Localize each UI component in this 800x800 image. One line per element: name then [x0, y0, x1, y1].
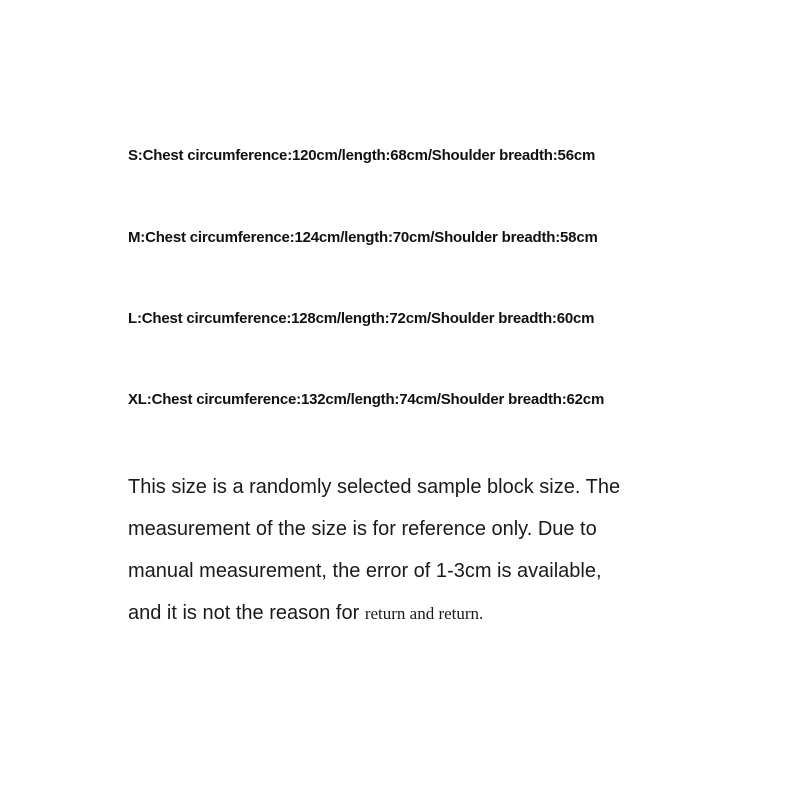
note-line-4-tail: return and return.	[364, 604, 484, 623]
size-l-measurements: L:Chest circumference:128cm/length:72cm/Shoulder breadth:60cm	[128, 310, 595, 327]
size-disclaimer-note	[128, 466, 688, 635]
note-line-3: manual measurement, the error of 1-3cm is available,	[128, 560, 602, 582]
size-m-measurements: M:Chest circumference:124cm/length:70cm/Shoulder breadth:58cm	[128, 229, 598, 246]
note-line-4-main: and it is not the reason for	[128, 602, 365, 624]
size-s-measurements: S:Chest circumference:120cm/length:68cm/Shoulder breadth:56cm	[128, 147, 596, 164]
note-line-1: This size is a randomly selected sample block size. The	[128, 476, 621, 498]
size-xl-measurements: XL:Chest circumference:132cm/length:74cm/Shoulder breadth:62cm	[128, 391, 605, 408]
note-line-4	[128, 592, 688, 635]
note-line-2: measurement of the size is for reference only. Due to	[128, 518, 597, 540]
